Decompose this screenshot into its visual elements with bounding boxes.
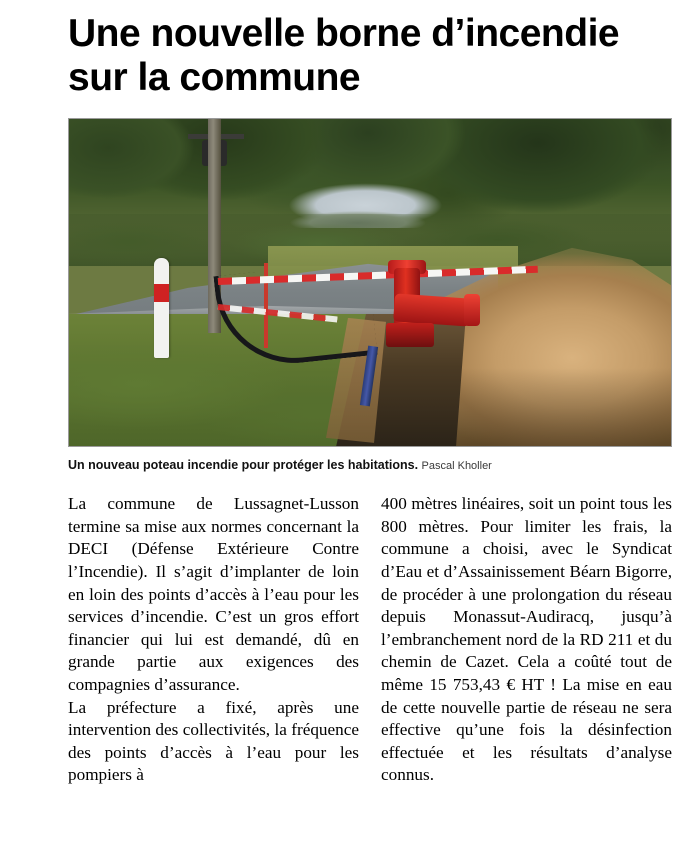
- photo-caption: [68, 458, 672, 473]
- body-column-left: [68, 493, 359, 787]
- hydrant-outlet-arm: [393, 293, 471, 326]
- hydrant-outlet-cap: [464, 294, 480, 326]
- hydrant-base: [386, 323, 434, 347]
- paragraph: 400 mètres linéaires, soit un point tous les 800 mètres. Pour limiter les frais, la commune a choisi, avec le Syndicat d’Eau et d’Assainissement Béarn Bigorre, de procéder à une prolongation du réseau depuis Monassut-Audiracq, jusqu’à l’embranchement nord de la RD 211 et du chemin de Cazet. Cela a coûté tout de même 15 753,43 € HT ! La mise en eau de cette nouvelle partie de réseau ne sera effective qu’une fois la désinfection effectuée et les résultats d’analyse connus.: [381, 494, 672, 785]
- article-body: [68, 493, 672, 787]
- article-photo: [68, 118, 672, 447]
- headline-line-1: Une nouvelle borne d’incendie: [68, 12, 620, 55]
- paragraph: La préfecture a fixé, après une intervention des collectivités, la fréquence des points d’accès à l’eau pour les pompiers à: [68, 697, 359, 785]
- page-title: [68, 6, 668, 101]
- photo-scene: [68, 118, 672, 447]
- body-column-right: [381, 493, 672, 787]
- caption-text: Un nouveau poteau incendie pour protéger les habitations.: [68, 457, 419, 472]
- headline-line-2: sur la commune: [68, 56, 361, 100]
- paragraph: La commune de Lussagnet-Lusson termine sa mise aux normes concernant la DECI (Défense Extérieure Contre l’Incendie). Il s’agit d’implanter de loin en loin des points d’accès à l’eau pour les services d’incendie. C’est un gros effort financier qui lui est demandé, dû en grande partie aux exigences des compagnies d’assurance.: [68, 494, 359, 694]
- photo-credit: Pascal Kholler: [421, 459, 492, 472]
- road-marker-post: [154, 258, 169, 358]
